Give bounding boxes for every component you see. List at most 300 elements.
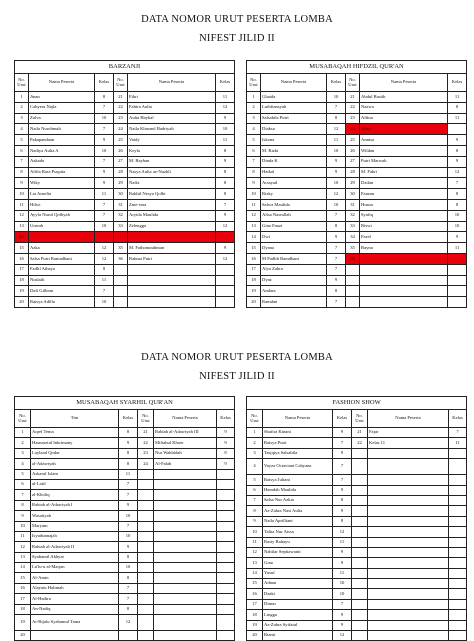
class-cell: 8 [217, 448, 235, 458]
class-cell: 9 [327, 156, 346, 167]
class-cell [448, 275, 467, 286]
order-number-cell [138, 563, 154, 573]
table-row [15, 178, 235, 189]
table-row [15, 552, 235, 562]
class-cell: 10 [95, 145, 114, 156]
table-row [247, 297, 467, 308]
name-cell: Salwa Maulida [261, 199, 327, 210]
table-row [247, 102, 467, 113]
name-cell: Aryida Maulida [128, 210, 216, 221]
order-number-cell: 20 [247, 631, 263, 641]
table-row [15, 135, 235, 146]
order-number-cell: 4 [247, 459, 263, 475]
order-number-cell: 3 [15, 448, 31, 458]
table-row [247, 506, 467, 516]
order-number-cell [138, 521, 154, 531]
name-cell [128, 286, 216, 297]
table-row [247, 178, 467, 189]
name-cell: Alisa Nasrullah [261, 210, 327, 221]
column-header: Nama Peserta [368, 410, 449, 428]
table-row [247, 537, 467, 547]
order-number-cell: 16 [247, 589, 263, 599]
class-cell: 9 [333, 558, 352, 568]
name-cell: Naila Nurohmah [29, 124, 95, 135]
class-cell: 10 [448, 221, 467, 232]
order-number-cell [114, 275, 128, 286]
class-cell [216, 286, 235, 297]
order-number-cell: 32 [346, 210, 360, 221]
table-row [247, 189, 467, 200]
class-cell: 9 [216, 156, 235, 167]
class-cell: 12 [119, 615, 138, 631]
name-cell: Fadlil Athaya [29, 264, 95, 275]
class-cell: 8 [216, 167, 235, 178]
class-cell [449, 589, 467, 599]
table-row [247, 145, 467, 156]
class-cell: 7 [119, 583, 138, 593]
table-row [15, 428, 235, 438]
name-cell: Cahyera Najla [29, 102, 95, 113]
order-number-cell: 29 [114, 178, 128, 189]
order-number-cell: 23 [114, 113, 128, 124]
name-cell: Nadiya Aulia A [29, 145, 95, 156]
order-number-cell [352, 527, 368, 537]
class-cell: 10 [119, 531, 138, 541]
name-cell: Ramdan [261, 297, 327, 308]
table-row [247, 253, 467, 264]
order-number-cell: 14 [15, 232, 29, 243]
order-number-cell: 5 [247, 135, 261, 146]
table-row [15, 500, 235, 510]
class-cell: 8 [119, 573, 138, 583]
name-cell: Zulva [29, 113, 95, 124]
class-cell: 10 [216, 124, 235, 135]
name-cell: Salsa Nur Azkia [263, 495, 333, 505]
column-header: Kelas [217, 410, 235, 428]
table-row [15, 542, 235, 552]
class-cell: 11 [327, 135, 346, 146]
class-cell: 10 [95, 221, 114, 232]
name-cell: Hamdah Maulida [263, 485, 333, 495]
name-cell [368, 506, 449, 516]
order-number-cell [352, 485, 368, 495]
class-cell: 8 [119, 459, 138, 469]
table-row [15, 232, 235, 243]
table-row [247, 264, 467, 275]
name-cell [360, 286, 448, 297]
table-row [247, 495, 467, 505]
name-cell: Iskona [261, 135, 327, 146]
name-cell: Dafi Gilbran [29, 286, 95, 297]
name-cell: Annisa [360, 135, 448, 146]
order-number-cell: 21 [352, 428, 368, 438]
class-cell: 12 [95, 243, 114, 254]
order-number-cell: 30 [346, 189, 360, 200]
class-cell [449, 610, 467, 620]
name-cell [128, 275, 216, 286]
name-cell: Alisa [360, 124, 448, 135]
class-cell: 11 [216, 92, 235, 103]
class-cell: 8 [95, 264, 114, 275]
class-cell: 7 [95, 102, 114, 113]
order-number-cell: 16 [15, 253, 29, 264]
name-cell [368, 610, 449, 620]
class-cell: 11 [333, 537, 352, 547]
order-number-cell [352, 537, 368, 547]
order-number-cell: 22 [346, 102, 360, 113]
table-row [15, 573, 235, 583]
order-number-cell: 10 [15, 521, 31, 531]
class-cell: 7 [119, 490, 138, 500]
order-number-cell: 19 [15, 615, 31, 631]
order-number-cell [352, 459, 368, 475]
fashion-table [246, 396, 467, 641]
order-number-cell: 22 [352, 438, 368, 448]
name-cell: Aulia Haykal [128, 113, 216, 124]
name-cell [154, 511, 217, 521]
order-number-cell [114, 264, 128, 275]
order-number-cell: 1 [247, 428, 263, 438]
class-cell: 8 [216, 145, 235, 156]
name-cell: Putri Marwah [360, 156, 448, 167]
name-cell: Jinan [29, 92, 95, 103]
class-cell: 8 [327, 113, 346, 124]
order-number-cell [352, 620, 368, 630]
name-cell: Rianti [263, 631, 333, 641]
order-number-cell [138, 500, 154, 510]
name-cell: Wildan [360, 145, 448, 156]
name-cell: Ghaida [261, 92, 327, 103]
order-number-cell: 25 [346, 135, 360, 146]
class-cell: 10 [95, 297, 114, 308]
class-cell: 9 [216, 113, 235, 124]
name-cell: Zelengga [128, 221, 216, 232]
class-cell: 8 [448, 145, 467, 156]
name-cell: Layland Qodar [31, 448, 119, 458]
order-number-cell: 4 [15, 459, 31, 469]
order-number-cell: 9 [15, 511, 31, 521]
order-number-cell: 6 [247, 485, 263, 495]
name-cell: al-Adawiyah [31, 459, 119, 469]
order-number-cell [352, 589, 368, 599]
column-header: Nama Peserta [261, 74, 327, 92]
name-cell [360, 275, 448, 286]
name-cell: Luthfiansyah [261, 102, 327, 113]
class-cell [449, 537, 467, 547]
order-number-cell: 14 [247, 232, 261, 243]
class-cell: 9 [119, 542, 138, 552]
order-number-cell [114, 286, 128, 297]
class-cell [449, 485, 467, 495]
table-row [15, 490, 235, 500]
name-cell: Dimas [263, 599, 333, 609]
class-cell: 7 [327, 253, 346, 264]
table-title: BARZANJI [15, 61, 235, 74]
order-number-cell: 24 [346, 124, 360, 135]
table-row [15, 521, 235, 531]
class-cell [216, 232, 235, 243]
name-cell: Nazwa [360, 102, 448, 113]
order-number-cell: 1 [15, 428, 31, 438]
order-number-cell: 17 [15, 594, 31, 604]
class-cell [119, 631, 138, 641]
order-number-cell [352, 448, 368, 458]
order-number-cell: 8 [247, 167, 261, 178]
order-number-cell [352, 547, 368, 557]
class-cell [448, 297, 467, 308]
order-number-cell: 25 [114, 135, 128, 146]
table-row [247, 459, 467, 475]
table-title: MUSABAQAH HIFDZIL QUR'AN [247, 61, 467, 74]
order-number-cell: 13 [247, 221, 261, 232]
order-number-cell: 21 [346, 92, 360, 103]
class-cell: 9 [95, 178, 114, 189]
class-cell: 7 [333, 459, 352, 475]
order-number-cell: 35 [346, 243, 360, 254]
order-number-cell: 30 [114, 189, 128, 200]
class-cell [449, 475, 467, 485]
class-cell: 10 [333, 589, 352, 599]
table-row [247, 199, 467, 210]
name-cell [368, 620, 449, 630]
page2-subtitle: NIFEST JILID II [199, 371, 275, 382]
name-cell: Riswi [360, 221, 448, 232]
table-row [15, 438, 235, 448]
order-number-cell: 29 [346, 178, 360, 189]
name-cell: Aqrel Tema [31, 428, 119, 438]
class-cell: 7 [333, 599, 352, 609]
name-cell: Nuslaili [29, 275, 95, 286]
class-cell [448, 264, 467, 275]
order-number-cell: 7 [247, 495, 263, 505]
column-header: Nama Peserta [128, 74, 216, 92]
class-cell [449, 620, 467, 630]
table-row [247, 167, 467, 178]
order-number-cell: 11 [15, 531, 31, 541]
name-cell: Dinda K [261, 156, 327, 167]
name-cell: Nabilar Septiawanti [263, 547, 333, 557]
name-cell [368, 547, 449, 557]
class-cell: 7 [449, 428, 467, 438]
name-cell [368, 558, 449, 568]
class-cell: 9 [327, 275, 346, 286]
name-cell: Miftahul Khoer [154, 438, 217, 448]
table-row [15, 531, 235, 541]
class-cell: 10 [327, 145, 346, 156]
name-cell: Abdul Basith [360, 92, 448, 103]
class-cell [95, 232, 114, 243]
column-header: Kelas [327, 74, 346, 92]
table-row [247, 620, 467, 630]
name-cell: Keyla [128, 145, 216, 156]
class-cell: 11 [95, 189, 114, 200]
order-number-cell: 9 [247, 178, 261, 189]
order-number-cell [352, 579, 368, 589]
order-number-cell [352, 631, 368, 641]
class-cell: 9 [95, 167, 114, 178]
class-cell: 10 [327, 92, 346, 103]
order-number-cell: 23 [346, 113, 360, 124]
name-cell [368, 448, 449, 458]
order-number-cell: 14 [247, 568, 263, 578]
class-cell [217, 631, 235, 641]
name-cell: Al-Hadiru [31, 594, 119, 604]
name-cell [368, 516, 449, 526]
class-cell: 12 [333, 631, 352, 641]
order-number-cell [138, 490, 154, 500]
order-number-cell: 26 [346, 145, 360, 156]
column-header: Kelas [119, 410, 138, 428]
order-number-cell: 8 [15, 500, 31, 510]
name-cell: Dwi [261, 232, 327, 243]
name-cell: Salsabila Putri [261, 113, 327, 124]
order-number-cell [138, 511, 154, 521]
table-row [247, 448, 467, 458]
order-number-cell: 23 [138, 448, 154, 458]
class-cell: 9 [216, 243, 235, 254]
class-cell: 12 [448, 167, 467, 178]
table-row [15, 92, 235, 103]
name-cell: Raisya Adilla [29, 297, 95, 308]
table-row [247, 286, 467, 297]
order-number-cell: 12 [15, 210, 29, 221]
table-row [247, 221, 467, 232]
table-row [15, 124, 235, 135]
table-row [15, 469, 235, 479]
order-number-cell [138, 583, 154, 593]
class-cell: 8 [327, 221, 346, 232]
order-number-cell [352, 495, 368, 505]
order-number-cell: 1 [247, 92, 261, 103]
class-cell: 9 [333, 620, 352, 630]
name-cell [368, 537, 449, 547]
class-cell: 8 [448, 102, 467, 113]
name-cell: Raisya Putri [263, 438, 333, 448]
order-number-cell [138, 631, 154, 641]
name-cell: Syahamil Akhyar [31, 552, 119, 562]
class-cell [217, 500, 235, 510]
barzanji-table [14, 60, 235, 308]
table-row [15, 459, 235, 469]
class-cell: 7 [95, 156, 114, 167]
table-row [15, 243, 235, 254]
class-cell [217, 511, 235, 521]
class-cell: 7 [119, 521, 138, 531]
class-cell: 9 [327, 167, 346, 178]
table-row [247, 428, 467, 438]
class-cell [448, 253, 467, 264]
order-number-cell [352, 610, 368, 620]
class-cell: 7 [216, 199, 235, 210]
name-cell: Dzilan [360, 178, 448, 189]
order-number-cell [352, 599, 368, 609]
name-cell: Pakapandaan [29, 135, 95, 146]
name-cell: Diaksa [261, 124, 327, 135]
name-cell [128, 297, 216, 308]
name-cell [154, 552, 217, 562]
class-cell: 8 [216, 178, 235, 189]
name-cell [368, 485, 449, 495]
order-number-cell: 10 [15, 189, 29, 200]
name-cell: Rabiah al-Adawiyah III [154, 428, 217, 438]
order-number-cell: 13 [247, 558, 263, 568]
order-number-cell: 36 [346, 253, 360, 264]
page1-title: DATA NOMOR URUT PESERTA LOMBA [141, 14, 333, 25]
order-number-cell [114, 232, 128, 243]
order-number-cell: 26 [114, 145, 128, 156]
table-row [15, 189, 235, 200]
table-title: FASHION SHOW [247, 397, 467, 410]
name-cell: Alayatu Halimah [31, 583, 119, 593]
class-cell: 7 [119, 479, 138, 489]
table-row [15, 156, 235, 167]
name-cell [31, 631, 119, 641]
class-cell: 9 [119, 500, 138, 510]
name-cell: Maryam [31, 521, 119, 531]
order-number-cell: 10 [247, 189, 261, 200]
name-cell: Fauzan [360, 189, 448, 200]
class-cell: 8 [333, 495, 352, 505]
name-cell: Azka [29, 243, 95, 254]
column-header: Kelas [449, 410, 467, 428]
table-row [15, 448, 235, 458]
name-cell: Salsa Putri Ramadhani [29, 253, 95, 264]
table-row [15, 210, 235, 221]
name-cell: Askarul Islam [31, 469, 119, 479]
order-number-cell: 21 [114, 92, 128, 103]
name-cell [128, 264, 216, 275]
name-cell: Shafira Kinani [263, 428, 333, 438]
name-cell: Fahira Aulia [128, 102, 216, 113]
order-number-cell: 32 [114, 210, 128, 221]
class-cell [217, 594, 235, 604]
table-row [247, 475, 467, 485]
class-cell: 12 [333, 527, 352, 537]
class-cell: 9 [217, 438, 235, 448]
order-number-cell: 36 [114, 253, 128, 264]
class-cell: 8 [119, 448, 138, 458]
order-number-cell: 9 [15, 178, 29, 189]
class-cell [217, 521, 235, 531]
class-cell: 11 [448, 243, 467, 254]
order-number-cell [138, 469, 154, 479]
class-cell: 12 [216, 253, 235, 264]
page2-title: DATA NOMOR URUT PESERTA LOMBA [141, 352, 333, 363]
order-number-cell: 3 [247, 113, 261, 124]
class-cell: 9 [448, 232, 467, 243]
table-row [247, 599, 467, 609]
table-row [247, 516, 467, 526]
order-number-cell: 16 [15, 583, 31, 593]
order-number-cell: 17 [247, 264, 261, 275]
name-cell: Fajar [368, 428, 449, 438]
syarhil-table [14, 396, 235, 641]
class-cell: 9 [333, 547, 352, 557]
order-number-cell: 27 [114, 156, 128, 167]
order-number-cell: 9 [247, 516, 263, 526]
order-number-cell: 6 [15, 145, 29, 156]
class-cell [449, 547, 467, 557]
name-cell: Hasnasetul Inkrimany [31, 438, 119, 448]
table-row [247, 631, 467, 641]
order-number-cell [352, 516, 368, 526]
class-cell: 9 [217, 459, 235, 469]
name-cell: Adnan [263, 579, 333, 589]
class-cell: 9 [216, 210, 235, 221]
name-cell: Rasty Rahayu [263, 537, 333, 547]
name-cell: Lia Anselia [29, 189, 95, 200]
class-cell: 7 [327, 297, 346, 308]
